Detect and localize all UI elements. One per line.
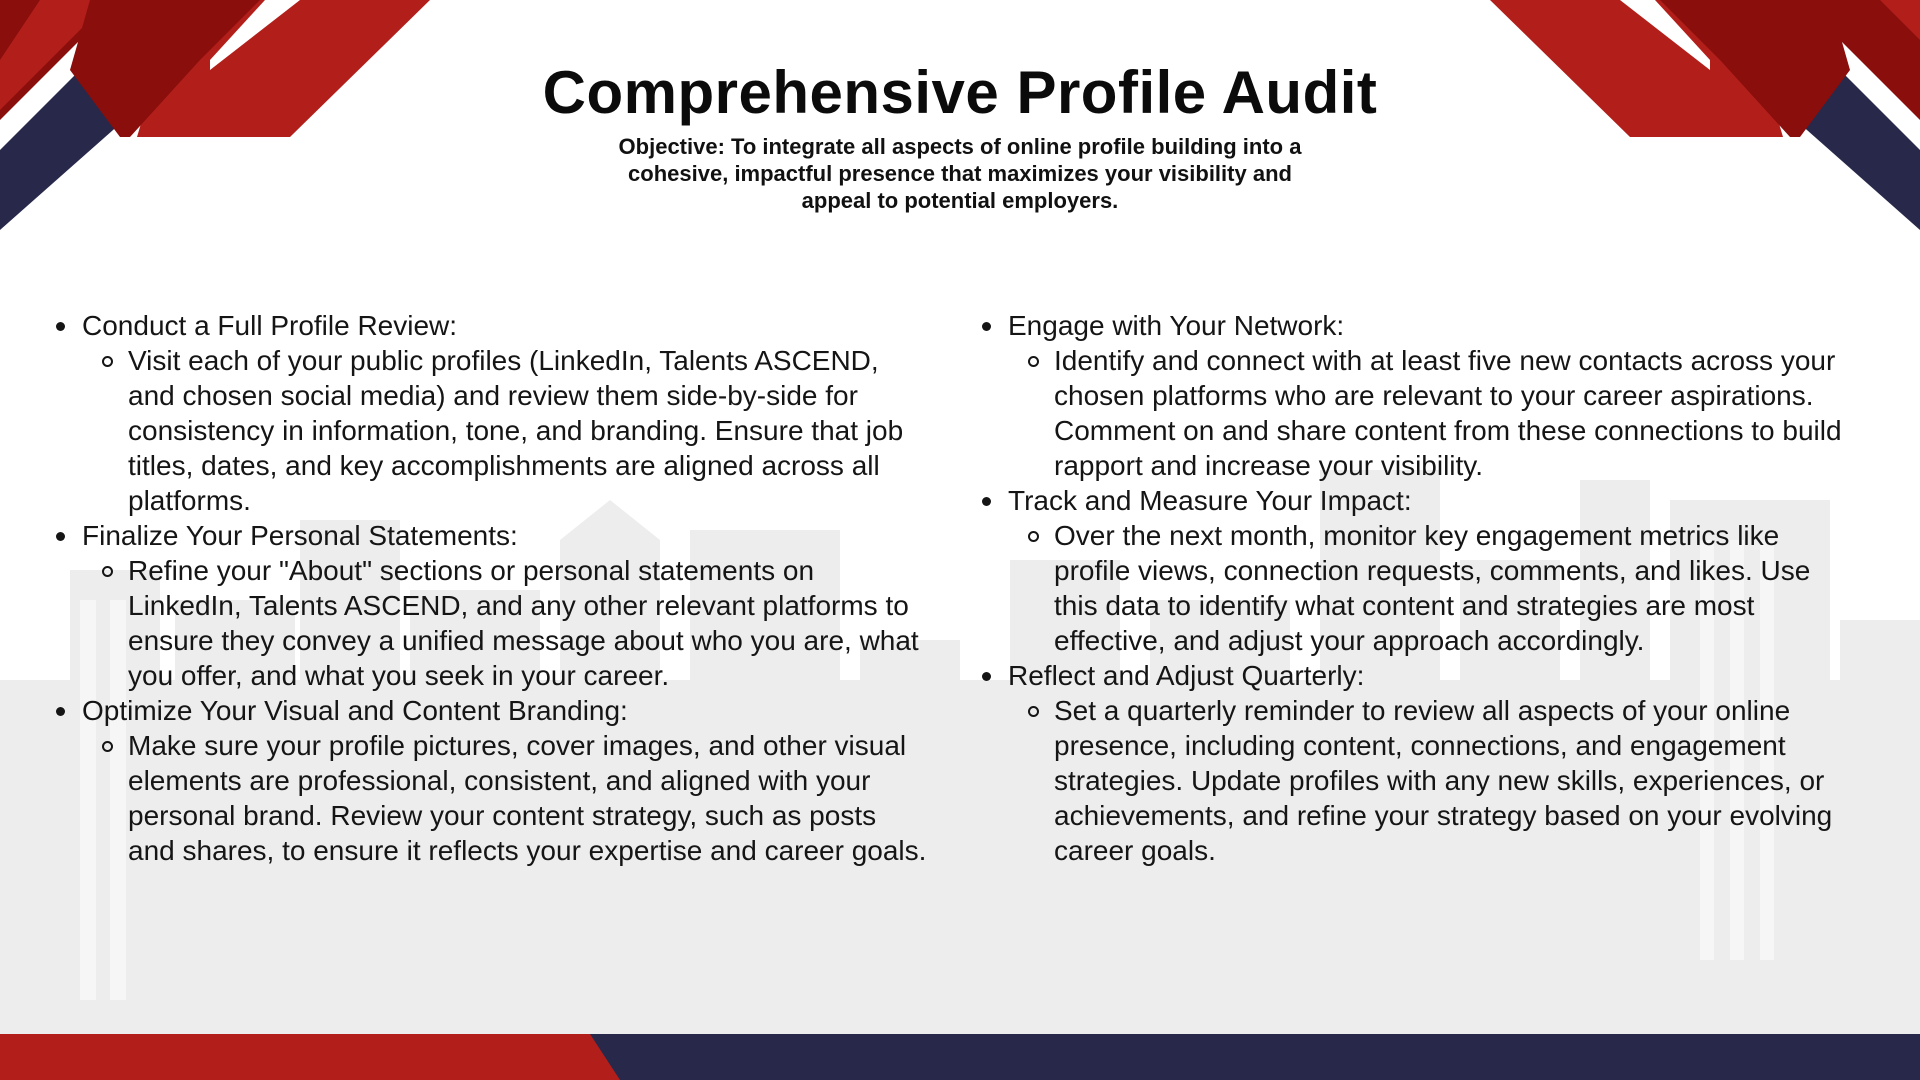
bullet-dot-icon bbox=[982, 322, 991, 331]
right-column bbox=[974, 308, 1854, 868]
bullet-heading: Reflect and Adjust Quarterly: bbox=[1008, 660, 1365, 691]
bullet-heading-row bbox=[48, 308, 928, 343]
sub-bullet-row bbox=[974, 693, 1854, 868]
bullet-detail: Set a quarterly reminder to review all aspects of your online presence, including content, connections, and engagement strategies. Update profiles with any new skills, experiences, or achievements, and refine your strategy based on your evolving career goals. bbox=[1054, 695, 1833, 866]
bullet-circle-icon bbox=[102, 566, 113, 577]
bullet-circle-icon bbox=[102, 741, 113, 752]
objective-text: Objective: To integrate all aspects of online profile building into a cohesive, impactful presence that maximizes your visibility and appeal to potential employers. bbox=[618, 134, 1302, 213]
bullet-dot-icon bbox=[56, 707, 65, 716]
bullet-circle-icon bbox=[1028, 531, 1039, 542]
footer-bar bbox=[0, 1034, 1920, 1080]
bullet-circle-icon bbox=[1028, 356, 1039, 367]
bullet-heading-row bbox=[974, 483, 1854, 518]
bullet-dot-icon bbox=[982, 497, 991, 506]
sub-bullet-row bbox=[48, 553, 928, 693]
bullet-dot-icon bbox=[982, 672, 991, 681]
list-item bbox=[974, 658, 1854, 868]
bullet-heading-row bbox=[48, 518, 928, 553]
bullet-dot-icon bbox=[56, 322, 65, 331]
sub-bullet-row bbox=[48, 343, 928, 518]
left-column bbox=[48, 308, 928, 868]
list-item bbox=[974, 308, 1854, 483]
sub-bullet-row bbox=[974, 518, 1854, 658]
page-title: Comprehensive Profile Audit bbox=[542, 59, 1378, 126]
bullet-heading-row bbox=[974, 308, 1854, 343]
list-item bbox=[974, 483, 1854, 658]
list-item bbox=[48, 308, 928, 518]
list-item bbox=[48, 518, 928, 693]
bullet-detail: Over the next month, monitor key engagement metrics like profile views, connection requests, comments, and likes. Use this data to identify what content and strategies are most effective, and adjust your approach accordingly. bbox=[1054, 520, 1811, 656]
bullet-detail: Make sure your profile pictures, cover images, and other visual elements are professional, consistent, and aligned with your personal brand. Review your content strategy, such as posts and shares, to ensure it reflects your expertise and career goals. bbox=[128, 730, 927, 866]
bullet-heading: Finalize Your Personal Statements: bbox=[82, 520, 518, 551]
sub-bullet-row bbox=[974, 343, 1854, 483]
bullet-heading: Conduct a Full Profile Review: bbox=[82, 310, 458, 341]
bullet-heading-row bbox=[974, 658, 1854, 693]
bullet-detail: Visit each of your public profiles (LinkedIn, Talents ASCEND, and chosen social media) and review them side-by-side for consistency in information, tone, and branding. Ensure that job titles, dates, and key accomplishments are aligned across all platforms. bbox=[128, 345, 904, 516]
bullet-dot-icon bbox=[56, 532, 65, 541]
bullet-detail: Refine your "About" sections or personal statements on LinkedIn, Talents ASCEND, and any other relevant platforms to ensure they convey a unified message about who you are, what you offer, and what you seek in your career. bbox=[128, 555, 919, 691]
bullet-circle-icon bbox=[1028, 706, 1039, 717]
bullet-heading-row bbox=[48, 693, 928, 728]
list-item bbox=[48, 693, 928, 868]
sub-bullet-row bbox=[48, 728, 928, 868]
bullet-heading: Optimize Your Visual and Content Branding: bbox=[82, 695, 628, 726]
bullet-circle-icon bbox=[102, 356, 113, 367]
bullet-detail: Identify and connect with at least five new contacts across your chosen platforms who are relevant to your career aspirations. Comment on and share content from these connections to build rapport and increase your visibility. bbox=[1054, 345, 1842, 481]
bullet-heading: Track and Measure Your Impact: bbox=[1008, 485, 1412, 516]
bullet-heading: Engage with Your Network: bbox=[1008, 310, 1345, 341]
